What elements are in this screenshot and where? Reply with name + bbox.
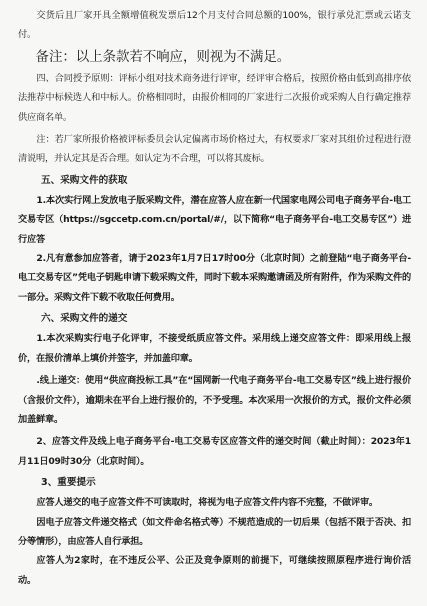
award-principle-paragraph: 四、合同授予原则：评标小组对技术商务进行评审，经评审合格后，按照价格由低到高排序依法推荐中标候选人和中标人。价格相同时，由报价相同的厂家进行二次报价或采购人自行确定推荐供应商名单。	[18, 72, 411, 123]
section-heading-notice: 3、重要提示	[41, 477, 96, 489]
price-note-paragraph: 注：若厂家所报价格被评标委员会认定偏离市场价格过大，有权要求厂家对其组价过程进行澄清说明，并认定其是否合理。如认定为不合理，可以将其废标。	[18, 134, 411, 165]
online-submit-paragraph: .线上递交：使用“供应商投标工具”在“国网新一代电子商务平台-电工交易专区”线上进行报价（含报价文件），逾期未在平台上进行报价的，不予受理。本次采用一次报价的方式，报价文件必须加盖鲜章。	[18, 375, 411, 425]
section-heading-submit: 六、采购文件的递交	[41, 313, 128, 325]
remark-line: 备注：以上条款若不响应，则视为不满足。	[35, 48, 291, 65]
section-heading-obtain: 五、采购文件的获取	[41, 174, 128, 186]
submit-item-1: 1.本次采购实行电子化评审，不接受纸质应答文件。采用线上递交应答文件：即采用线上报价，在报价清单上填价并签字，并加盖印章。	[18, 333, 411, 364]
notice-item-format: 因电子应答文件递交格式（如文件命名格式等）不规范造成的一切后果（包括不限于否决、扣分等情形），由应答人自行承担。	[18, 516, 411, 547]
submit-deadline-paragraph: 2、应答文件及线上电子商务平台-电工交易专区应答文件的递交时间（截止时间）：2023年1月11日09时30分（北京时间）。	[18, 436, 411, 467]
notice-item-two-bidders: 应答人为2家时，在不违反公平、公正及竞争原则的前提下，可继续按照原程序进行询价活动。	[18, 555, 411, 586]
obtain-item-2: 2.凡有意参加应答者，请于2023年1月7日17时00分（北京时间）之前登陆“电子商务平台-电工交易专区”凭电子钥匙申请下载采购文件，同时下载本采购邀请函及所有附件，作为采购文件的一部分。采购文件下载不收取任何费用。	[18, 253, 411, 303]
notice-item-unreadable: 应答人递交的电子应答文件不可读取时，将视为电子应答文件内容不完整，不做评审。	[36, 497, 378, 509]
obtain-item-1: 1.本次实行网上发放电子版采购文件，潜在应答人应在新一代国家电网公司电子商务平台-电工交易专区（https://sgccetp.com.cn/portal/#/，以下简称“电子商务平台-电工交易专区”）进行应答	[18, 194, 411, 245]
payment-terms-paragraph: 交货后且厂家开具全额增值税发票后12个月支付合同总额的100%，银行承兑汇票或云诺支付。	[18, 10, 411, 41]
